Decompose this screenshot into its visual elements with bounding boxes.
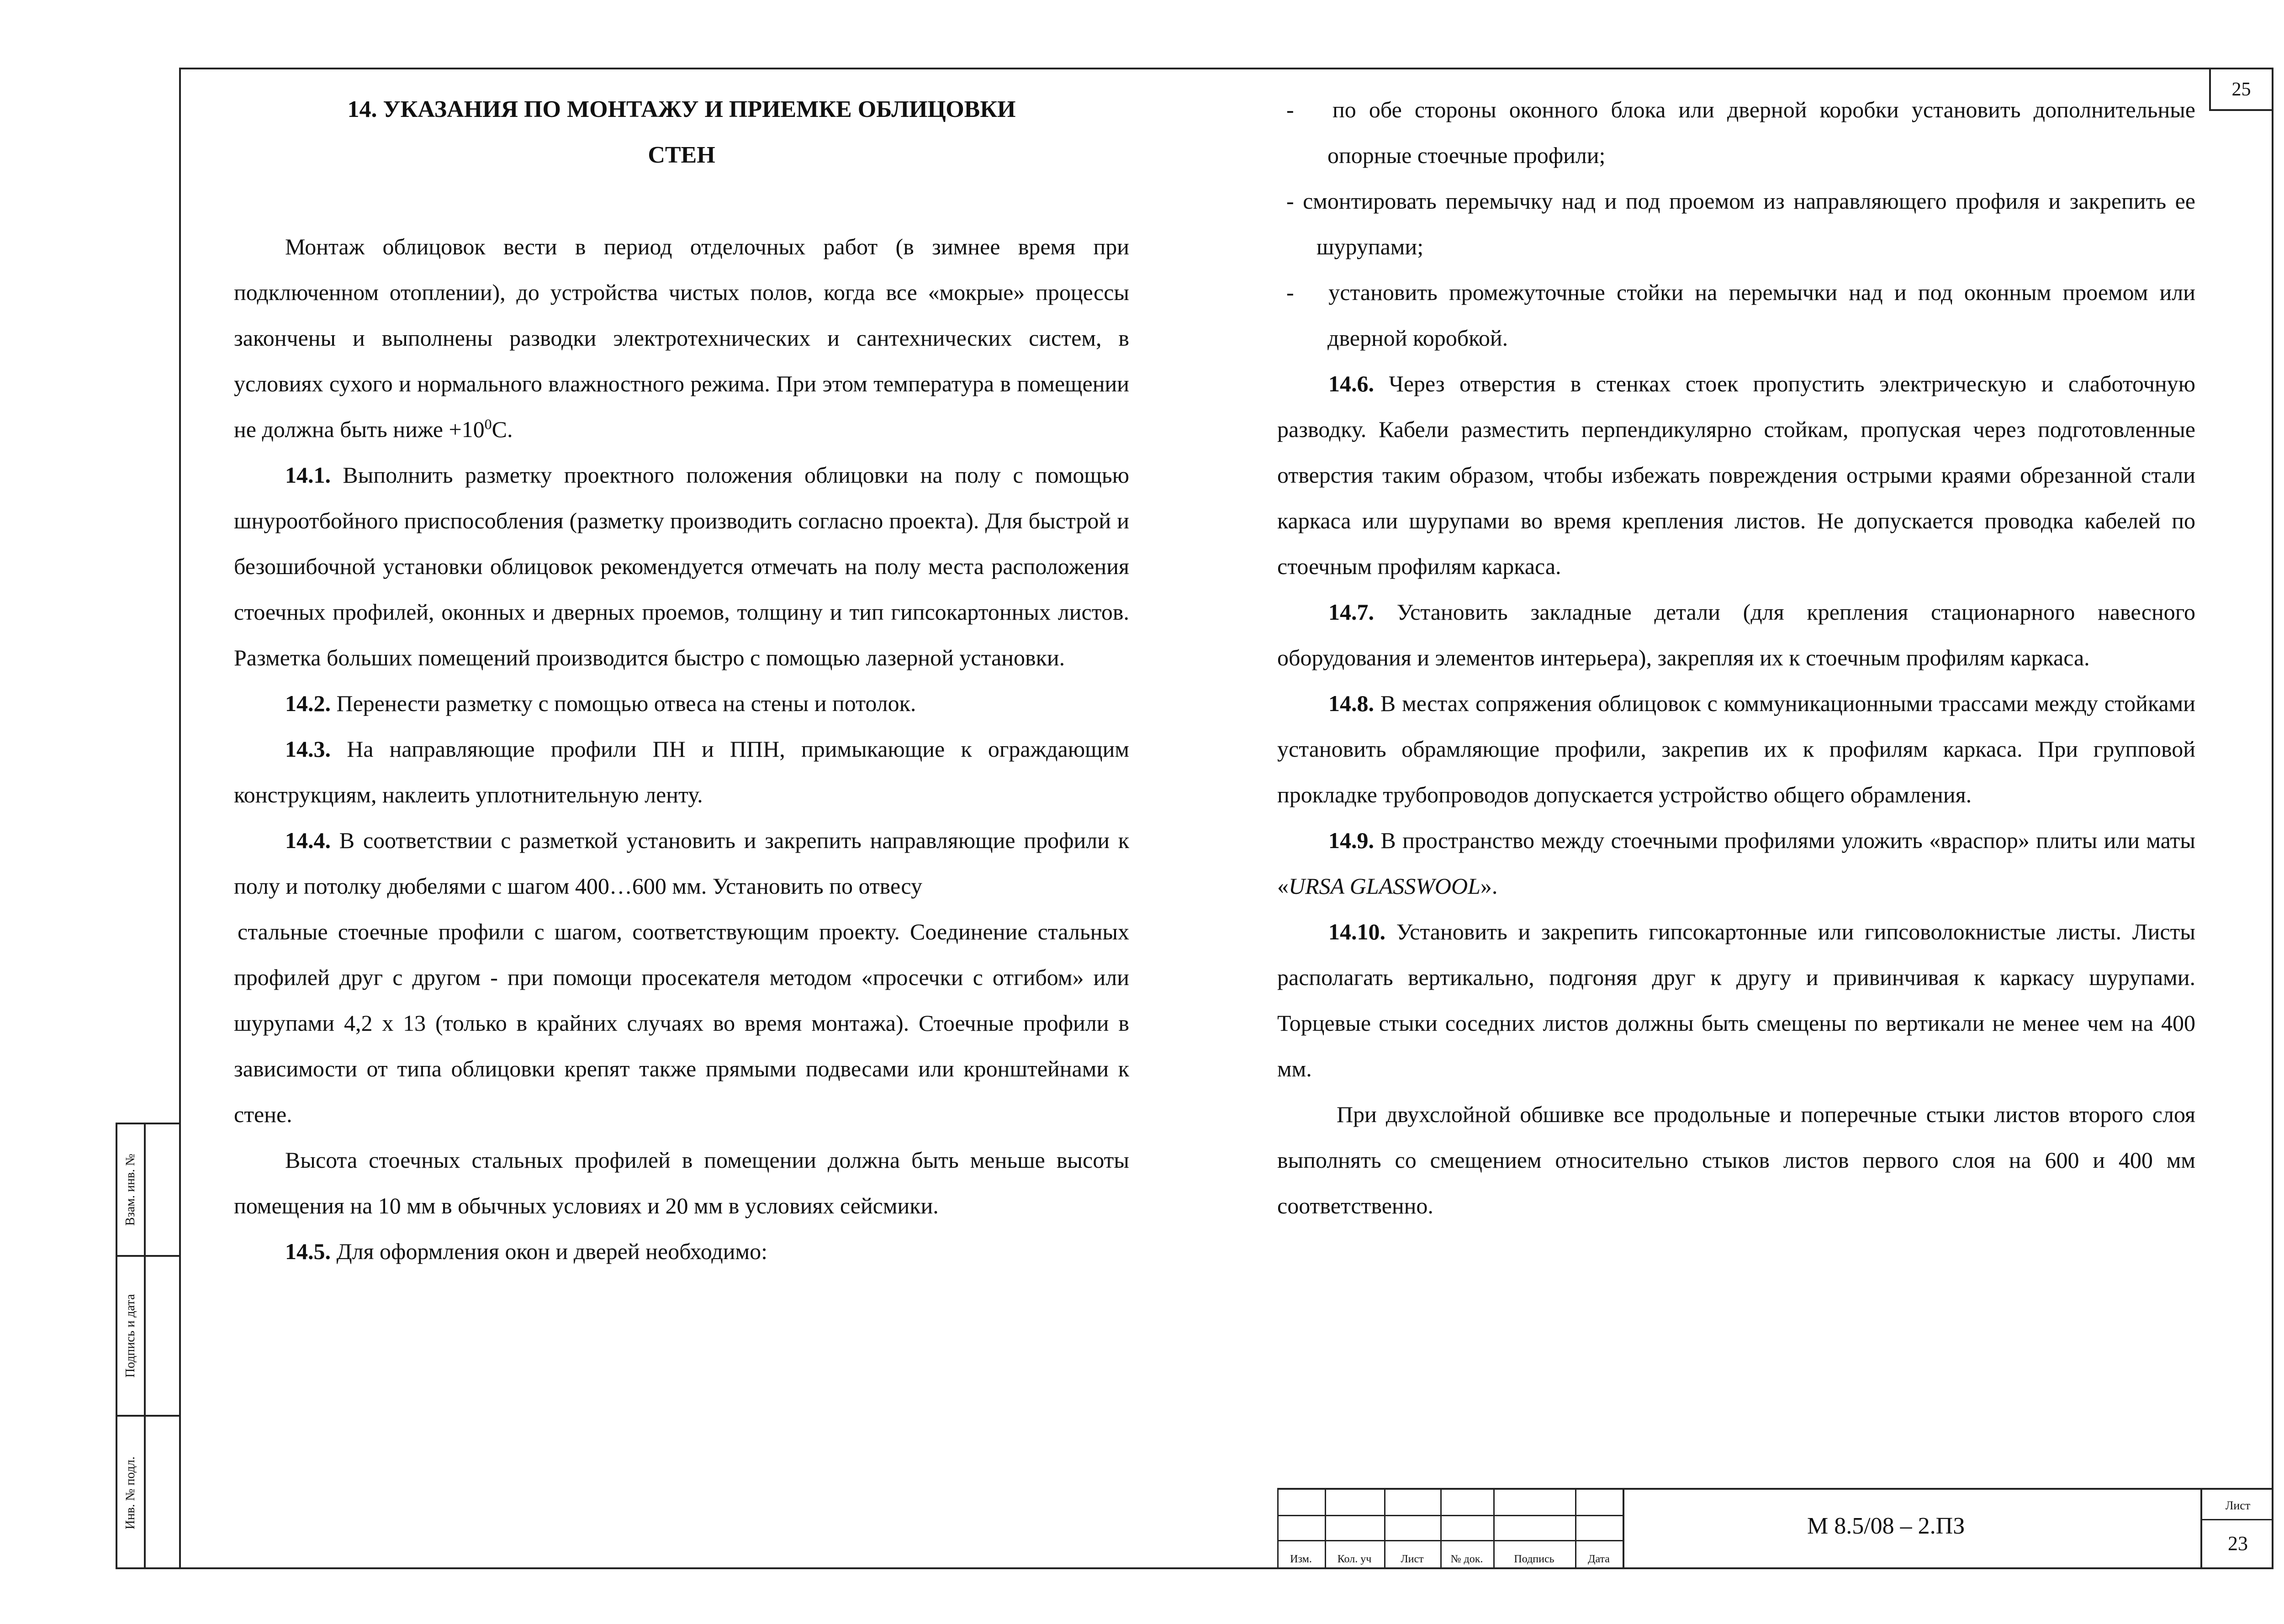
sheet-label: Лист: [2202, 1499, 2273, 1520]
side-label-vzam: Взам. инв. №: [123, 1154, 137, 1226]
paragraph-14-1: 14.1. Выполнить разметку проектного положения облицовки на полу с помощью шнуроотбойного приспособления (разметку производить согласно проекта). Для быстрой и безошибочной установки облицовок рекомендуется отмечать на полу места расположения стоечных профилей, оконных и дверных проемов, толщину и тип гипсокартонных листов. Разметка больших помещений производится быстро с помощью лазерной установки.: [234, 462, 1130, 670]
col-izm: Изм.: [1290, 1553, 1312, 1565]
sheet-number: 23: [2228, 1532, 2248, 1555]
section-title-line1: 14. УКАЗАНИЯ ПО МОНТАЖУ И ПРИЕМКЕ ОБЛИЦОВКИ: [347, 96, 1016, 122]
paragraph-height: Высота стоечных стальных профилей в помещении должна быть меньше высоты помещения на 10 мм в обычных условиях и 20 мм в условиях сейсмики.: [234, 1147, 1129, 1218]
side-cell-vzam: [117, 1124, 179, 1257]
paragraph-14-9: 14.9. В пространство между стоечными профилями уложить «враспор» плиты или маты «URSA GLASSWOOL».: [1277, 828, 2195, 899]
bullet-3: - установить промежуточные стойки на перемычки над и под оконным проемом или дверной коробкой.: [1286, 279, 2196, 351]
left-column: [234, 87, 1129, 1274]
paragraph-14-5: 14.5. Для оформления окон и дверей необходимо:: [285, 1239, 768, 1264]
paragraph-14-4-continued: стальные стоечные профили с шагом, соответствующим проекту. Соединение стальных профилей друг с другом - при помощи просекателя методом «просечки с отгибом» или шурупами 4,2 х 13 (только в крайних случаях во время монтажа). Стоечные профили в зависимости от типа облицовки крепят также прямыми подвесами или кронштейнами к стене.: [234, 919, 1129, 1127]
paragraph-14-10: 14.10. Установить и закрепить гипсокартонные или гипсоволокнистые листы. Листы располагать вертикально, подгоняя друг к другу и привинчивая к каркасу шурупами. Торцевые стыки соседних листов должны быть смещены по вертикали не менее чем на 400 мм.: [1277, 919, 2195, 1081]
side-cell-inv: [117, 1417, 179, 1569]
paragraph-14-2: 14.2. Перенести разметку с помощью отвеса на стены и потолок.: [285, 691, 916, 716]
bullet-2: - смонтировать перемычку над и под проемом из направляющего профиля и закрепить ее шурупами;: [1286, 188, 2195, 259]
side-label-inv: Инв. № подл.: [123, 1456, 137, 1529]
col-data: Дата: [1588, 1553, 1610, 1565]
section-title-line2: СТЕН: [648, 142, 715, 168]
side-stamp-strip: [116, 1123, 179, 1569]
col-ndoc: № док.: [1450, 1553, 1483, 1565]
paragraph-14-4: 14.4. В соответствии с разметкой установить и закрепить направляющие профили к полу и потолку дюбелями с шагом 400…600 мм. Установить по отвесу: [234, 828, 1130, 899]
col-podpis: Подпись: [1514, 1553, 1554, 1565]
title-block: [1277, 1488, 2273, 1571]
paragraph-14-6: 14.6. Через отверстия в стенках стоек пропустить электрическую и слаботочную разводку. Кабели разместить перпендикулярно стойкам, пропуская через подготовленные отверстия таким образом, чтобы избежать повреждения острыми краями обрезанной стали каркаса или шурупами во время крепления листов. Не допускается проводка кабелей по стоечным профилям каркаса.: [1277, 371, 2196, 579]
paragraph-14-7: 14.7. Установить закладные детали (для крепления стационарного навесного оборудования и элементов интерьера), закрепляя их к стоечным профилям каркаса.: [1277, 599, 2196, 670]
sheet-cell: [2200, 1490, 2273, 1569]
revision-table: [1277, 1490, 1623, 1569]
col-kol: Кол. уч: [1337, 1553, 1372, 1565]
side-cell-podpis: [117, 1257, 179, 1417]
paragraph-double-layer: При двухслойной обшивке все продольные и поперечные стыки листов второго слоя выполнять со смещением относительно стыков листов первого слоя на 600 и 400 мм соответственно.: [1277, 1102, 2195, 1218]
document-code: М 8.5/08 – 2.ПЗ: [1807, 1513, 1965, 1539]
bullet-1: - по обе стороны оконного блока или дверной коробки установить дополнительные опорные стоечные профили;: [1286, 97, 2195, 168]
paragraph-14-3: 14.3. На направляющие профили ПН и ППН, примыкающие к ограждающим конструкциям, наклеить уплотнительную ленту.: [234, 736, 1130, 807]
page-number-badge: 25: [2209, 68, 2273, 111]
col-list: Лист: [1401, 1553, 1424, 1565]
side-label-podpis: Подпись и дата: [123, 1294, 137, 1378]
intro-paragraph: Монтаж облицовок вести в период отделочных работ (в зимнее время при подключенном отоплении), до устройства чистых полов, когда все «мокрые» процессы закончены и выполнены разводки электротехнических и сантехнических систем, в условиях сухого и нормального влажностного режима. При этом температура в помещении не должна быть ниже $+10^0С$.: [234, 234, 1129, 442]
right-column: [1277, 87, 2195, 1229]
paragraph-14-8: 14.8. В местах сопряжения облицовок с коммуникационными трассами между стойками установить обрамляющие профили, закрепив их к профилям каркаса. При групповой прокладке трубопроводов допускается устройство общего обрамления.: [1277, 691, 2196, 807]
